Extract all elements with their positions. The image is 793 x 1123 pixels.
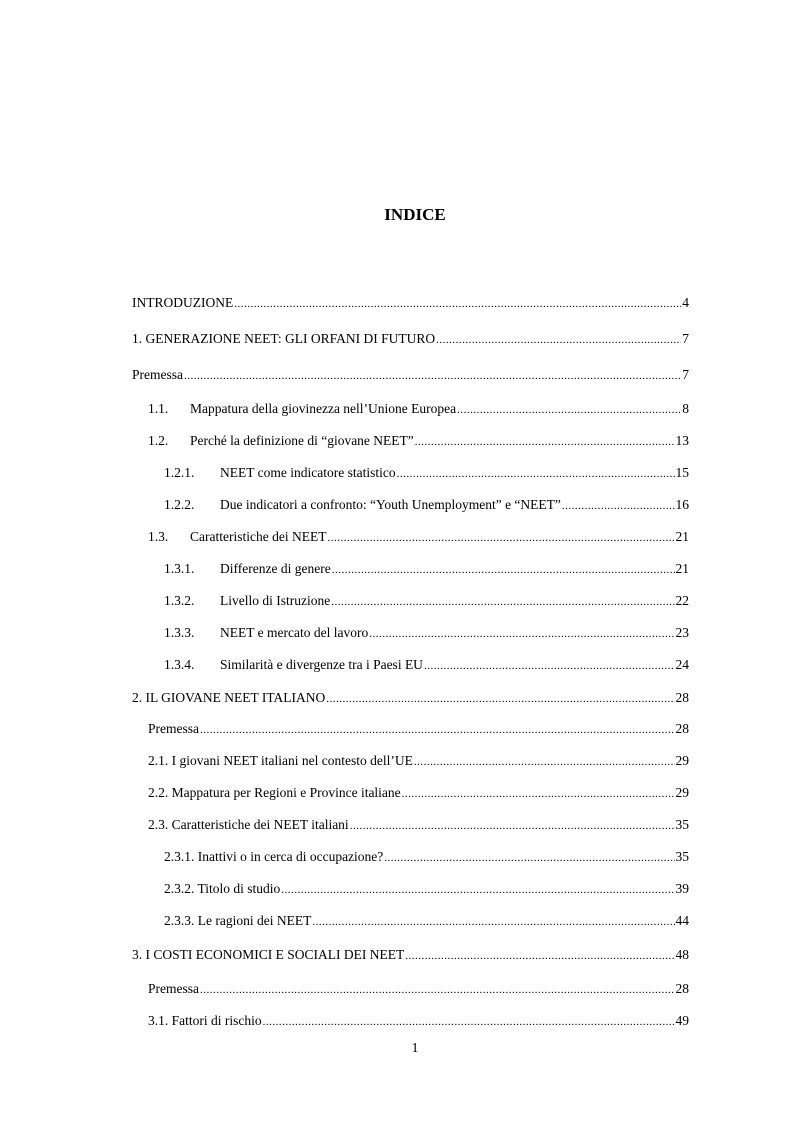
- toc-entry-page: 23: [675, 625, 689, 640]
- toc-entry-page: 22: [675, 593, 689, 608]
- toc-entry-text: Caratteristiche dei NEET: [190, 529, 327, 544]
- toc-entry-text: Livello di Istruzione: [220, 593, 331, 608]
- toc-entry-number: 1.1.: [148, 401, 169, 416]
- toc-entry-2-1[interactable]: [148, 752, 689, 771]
- page-title: INDICE: [384, 205, 446, 224]
- toc-entry-1-3-4[interactable]: [164, 656, 689, 675]
- toc-entry-text: 2.1. I giovani NEET italiani nel contesto dell’UE: [148, 753, 413, 768]
- dot-leader: [436, 331, 681, 349]
- dot-leader: [402, 785, 675, 803]
- dot-leader: [424, 657, 675, 675]
- toc-entry-page: 49: [675, 1013, 689, 1028]
- toc-entry-page: 13: [675, 433, 689, 448]
- dot-leader: [327, 529, 674, 547]
- dot-leader: [405, 947, 674, 965]
- toc-entry-1-3[interactable]: [148, 528, 689, 547]
- dot-leader: [200, 981, 675, 999]
- toc-entry-page: 44: [675, 913, 689, 928]
- toc-entry-2-2[interactable]: [148, 784, 689, 803]
- dot-leader: [457, 401, 681, 419]
- toc-entry-1-1[interactable]: [148, 400, 689, 419]
- toc-entry-text: 2.3. Caratteristiche dei NEET italiani: [148, 817, 349, 832]
- dot-leader: [332, 561, 675, 579]
- dot-leader: [414, 753, 675, 771]
- toc-entry-page: 48: [675, 947, 689, 962]
- toc-entry-2-3-3[interactable]: [164, 912, 689, 931]
- toc-entry-text: 3.1. Fattori di rischio: [148, 1013, 262, 1028]
- toc-entry-1-3-2[interactable]: [164, 592, 689, 611]
- toc-entry-3-1[interactable]: [148, 1012, 689, 1031]
- dot-leader: [350, 817, 675, 835]
- dot-leader: [384, 849, 674, 867]
- toc-entry-premessa-1[interactable]: [132, 366, 689, 385]
- dot-leader: [281, 881, 674, 899]
- toc-entry-page: 7: [682, 331, 689, 346]
- toc-entry-number: 1.2.1.: [164, 465, 195, 480]
- toc-entry-page: 29: [675, 753, 689, 768]
- toc-entry-text: Due indicatori a confronto: “Youth Unemployment” e “NEET”: [220, 497, 561, 512]
- toc-entry-text: Premessa: [132, 367, 183, 382]
- toc-entry-page: 39: [675, 881, 689, 896]
- dot-leader: [397, 465, 675, 483]
- toc-entry-text: NEET come indicatore statistico: [220, 465, 396, 480]
- toc-entry-text: Perché la definizione di “giovane NEET”: [190, 433, 414, 448]
- toc-entry-text: Premessa: [148, 981, 199, 996]
- toc-entry-number: 1.3.3.: [164, 625, 195, 640]
- toc-entry-number: 1.3.2.: [164, 593, 195, 608]
- toc-entry-page: 16: [675, 497, 689, 512]
- toc-entry-text: 2.3.3. Le ragioni dei NEET: [164, 913, 312, 928]
- toc-entry-page: 28: [675, 721, 689, 736]
- toc-entry-2-3-1[interactable]: [164, 848, 689, 867]
- toc-entry-page: 21: [675, 529, 689, 544]
- toc-entry-1-2[interactable]: [148, 432, 689, 451]
- dot-leader: [562, 497, 675, 515]
- toc-entry-introduzione[interactable]: [132, 294, 689, 313]
- toc-entry-page: 4: [682, 295, 689, 310]
- toc-entry-text: 3. I COSTI ECONOMICI E SOCIALI DEI NEET: [132, 947, 405, 962]
- page-number: 1: [411, 1041, 419, 1056]
- toc-entry-number: 1.3.: [148, 529, 169, 544]
- dot-leader: [200, 721, 675, 739]
- toc-entry-text: Mappatura della giovinezza nell’Unione Europea: [190, 401, 457, 416]
- dot-leader: [234, 295, 681, 313]
- toc-entry-chapter-2[interactable]: [132, 689, 689, 708]
- toc-entry-number: 1.3.4.: [164, 657, 195, 672]
- dot-leader: [326, 690, 674, 708]
- toc-entry-1-3-1[interactable]: [164, 560, 689, 579]
- dot-leader: [415, 433, 675, 451]
- toc-entry-2-3[interactable]: [148, 816, 689, 835]
- toc-entry-premessa-3[interactable]: [148, 980, 689, 999]
- toc-entry-page: 28: [675, 690, 689, 705]
- toc-entry-number: 1.2.: [148, 433, 169, 448]
- toc-entry-text: INTRODUZIONE: [132, 295, 234, 310]
- toc-entry-text: Differenze di genere: [220, 561, 331, 576]
- toc-entry-text: 2.3.2. Titolo di studio: [164, 881, 281, 896]
- toc-entry-chapter-1[interactable]: [132, 330, 689, 349]
- toc-entry-text: 2.2. Mappatura per Regioni e Province italiane: [148, 785, 401, 800]
- toc-entry-text: NEET e mercato del lavoro: [220, 625, 369, 640]
- toc-entry-premessa-2[interactable]: [148, 720, 689, 739]
- toc-entry-page: 24: [675, 657, 689, 672]
- toc-entry-page: 7: [682, 367, 689, 382]
- toc-entry-page: 35: [675, 849, 689, 864]
- dot-leader: [312, 913, 674, 931]
- toc-entry-page: 28: [675, 981, 689, 996]
- toc-entry-page: 21: [675, 561, 689, 576]
- toc-entry-1-2-1[interactable]: [164, 464, 689, 483]
- toc-entry-text: 2. IL GIOVANE NEET ITALIANO: [132, 690, 326, 705]
- toc-entry-text: Similarità e divergenze tra i Paesi EU: [220, 657, 423, 672]
- dot-leader: [184, 367, 681, 385]
- dot-leader: [369, 625, 674, 643]
- toc-entry-1-3-3[interactable]: [164, 624, 689, 643]
- toc-entry-page: 8: [682, 401, 689, 416]
- toc-entry-text: 2.3.1. Inattivi o in cerca di occupazione?: [164, 849, 384, 864]
- toc-entry-chapter-3[interactable]: [132, 946, 689, 965]
- toc-entry-text: Premessa: [148, 721, 199, 736]
- dot-leader: [263, 1013, 675, 1031]
- toc-entry-page: 35: [675, 817, 689, 832]
- toc-entry-text: 1. GENERAZIONE NEET: GLI ORFANI DI FUTURO: [132, 331, 436, 346]
- toc-entry-number: 1.2.2.: [164, 497, 195, 512]
- toc-entry-1-2-2[interactable]: [164, 496, 689, 515]
- dot-leader: [331, 593, 674, 611]
- toc-entry-2-3-2[interactable]: [164, 880, 689, 899]
- toc-entry-page: 15: [675, 465, 689, 480]
- toc-entry-page: 29: [675, 785, 689, 800]
- toc-entry-number: 1.3.1.: [164, 561, 195, 576]
